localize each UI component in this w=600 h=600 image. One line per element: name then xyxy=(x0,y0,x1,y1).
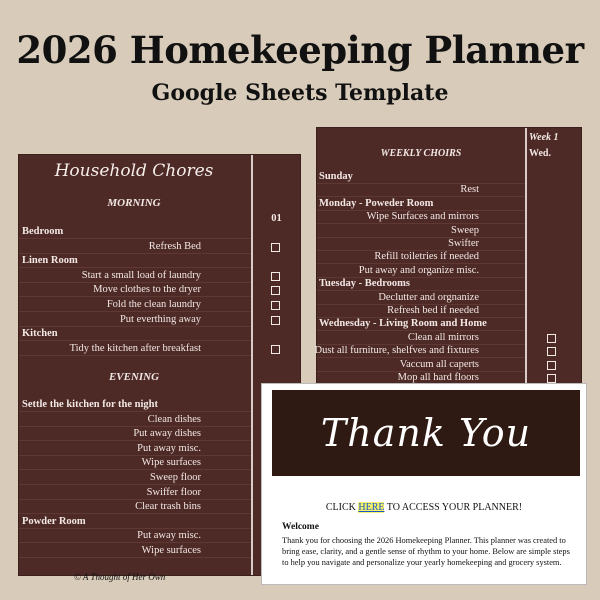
task-checkbox[interactable] xyxy=(271,286,280,295)
task-row xyxy=(317,291,525,305)
room-heading-row xyxy=(317,277,525,291)
task-label: Refill toiletries if needed xyxy=(374,251,479,263)
room-heading: Bedroom xyxy=(22,226,64,237)
room-heading: Settle the kitchen for the night xyxy=(22,399,159,410)
task-row xyxy=(317,224,525,238)
task-checkbox[interactable] xyxy=(547,374,556,383)
planner-link[interactable]: HERE xyxy=(358,502,385,513)
cta-text-before: CLICK xyxy=(325,502,359,513)
task-row xyxy=(317,304,525,318)
day-label: Wed. xyxy=(529,148,551,159)
room-heading-row xyxy=(317,170,525,184)
column-divider xyxy=(525,128,527,385)
week-label: Week 1 xyxy=(529,132,559,143)
task-checkbox[interactable] xyxy=(271,345,280,354)
room-heading-row xyxy=(19,515,251,529)
thank-you-banner: Thank You xyxy=(272,390,580,476)
page-title: 2026 Homekeeping Planner xyxy=(16,28,584,72)
cta-text-after: TO ACCESS YOUR PLANNER! xyxy=(384,502,523,513)
day-column-number: 01 xyxy=(271,213,282,224)
task-row xyxy=(19,529,251,543)
task-row xyxy=(19,500,251,514)
task-checkbox[interactable] xyxy=(271,243,280,252)
room-heading: Tuesday - Bedrooms xyxy=(319,278,411,290)
room-heading-row xyxy=(317,197,525,211)
task-checkbox[interactable] xyxy=(547,347,556,356)
task-row xyxy=(19,456,251,470)
credit-text: © A Thought of Her Own xyxy=(74,572,166,582)
room-heading: Monday - Poweder Room xyxy=(319,197,434,209)
task-row xyxy=(317,331,525,345)
task-row xyxy=(317,183,525,197)
task-label: Clear trash bins xyxy=(135,501,201,513)
welcome-heading: Welcome xyxy=(282,522,319,532)
task-label: Sweep floor xyxy=(149,472,201,483)
task-checkbox[interactable] xyxy=(271,316,280,325)
weekly-chores-sheet xyxy=(316,127,582,386)
task-checkbox[interactable] xyxy=(271,272,280,281)
morning-section-label: MORNING xyxy=(107,197,161,209)
evening-section-label: EVENING xyxy=(108,371,160,383)
task-label: Wipe surfaces xyxy=(141,545,201,556)
task-label: Sweep xyxy=(451,224,479,236)
room-heading-row xyxy=(19,398,251,412)
task-label: Refresh bed if needed xyxy=(387,305,479,316)
task-label: Swifter xyxy=(448,238,479,249)
task-row xyxy=(19,442,251,456)
room-heading: Powder Room xyxy=(22,515,86,527)
task-row xyxy=(317,250,525,264)
task-row xyxy=(19,269,251,283)
task-row xyxy=(317,210,525,224)
task-label: Clean dishes xyxy=(147,413,201,425)
task-row xyxy=(19,298,251,312)
task-label: Start a small load of laundry xyxy=(81,269,201,281)
room-heading: Kitchen xyxy=(22,328,58,340)
sheet-title: Household Chores xyxy=(54,161,214,181)
task-row xyxy=(19,413,251,427)
room-heading-row xyxy=(19,254,251,268)
task-label: Put away misc. xyxy=(137,530,201,542)
task-label: Put away misc. xyxy=(137,442,201,454)
task-row xyxy=(317,264,525,278)
task-label: Refresh Bed xyxy=(148,240,201,252)
task-label: Put away and organize misc. xyxy=(358,264,479,276)
task-label: Put away dishes xyxy=(133,428,201,440)
task-label: Rest xyxy=(460,184,479,196)
household-chores-sheet xyxy=(18,154,301,576)
room-heading: Wednesday - Living Room and Home xyxy=(319,318,487,330)
task-label: Wipe Surfaces and mirrors xyxy=(366,211,479,223)
task-label: Mop all hard floors xyxy=(397,372,479,383)
task-row xyxy=(19,240,251,254)
task-row xyxy=(19,471,251,485)
welcome-body: Thank you for choosing the 2026 Homekeeping Planner. This planner was created to bring ease, clarity, and a gentle sense of rhythm to your home. Below are simple steps to help you navigate and personalize your yearly homekeeping and grocery system. xyxy=(282,536,570,567)
task-label: Swiffer floor xyxy=(146,486,201,498)
task-checkbox[interactable] xyxy=(547,334,556,343)
task-row xyxy=(317,237,525,251)
task-label: Wipe surfaces xyxy=(141,457,201,469)
room-heading-row xyxy=(19,225,251,239)
room-heading: Linen Room xyxy=(22,255,78,267)
room-heading-row xyxy=(317,317,525,331)
task-row xyxy=(19,486,251,500)
task-label: Tidy the kitchen after breakfast xyxy=(69,342,201,354)
room-heading: Sunday xyxy=(319,171,353,182)
task-label: Dust all furniture, shelfves and fixtures xyxy=(314,345,479,357)
task-row xyxy=(314,344,525,358)
task-checkbox[interactable] xyxy=(547,361,556,370)
task-row xyxy=(317,358,525,372)
sheet-title: WEEKLY CHOIRS xyxy=(380,148,462,159)
task-row xyxy=(19,544,251,558)
thank-you-document xyxy=(261,383,587,585)
task-label: Vaccum all caperts xyxy=(399,358,479,370)
task-label: Move clothes to the dryer xyxy=(93,284,201,296)
task-row xyxy=(19,427,251,441)
page-subtitle: Google Sheets Template xyxy=(151,80,449,106)
task-row xyxy=(19,283,251,297)
task-label: Put everthing away xyxy=(119,313,201,325)
task-label: Declutter and orgnanize xyxy=(378,291,479,303)
task-row xyxy=(19,342,251,356)
task-label: Fold the clean laundry xyxy=(106,299,201,310)
task-row xyxy=(19,313,251,327)
task-checkbox[interactable] xyxy=(271,301,280,310)
access-planner-cta xyxy=(262,502,586,513)
task-label: Clean all mirrors xyxy=(407,331,479,343)
room-heading-row xyxy=(19,327,251,341)
